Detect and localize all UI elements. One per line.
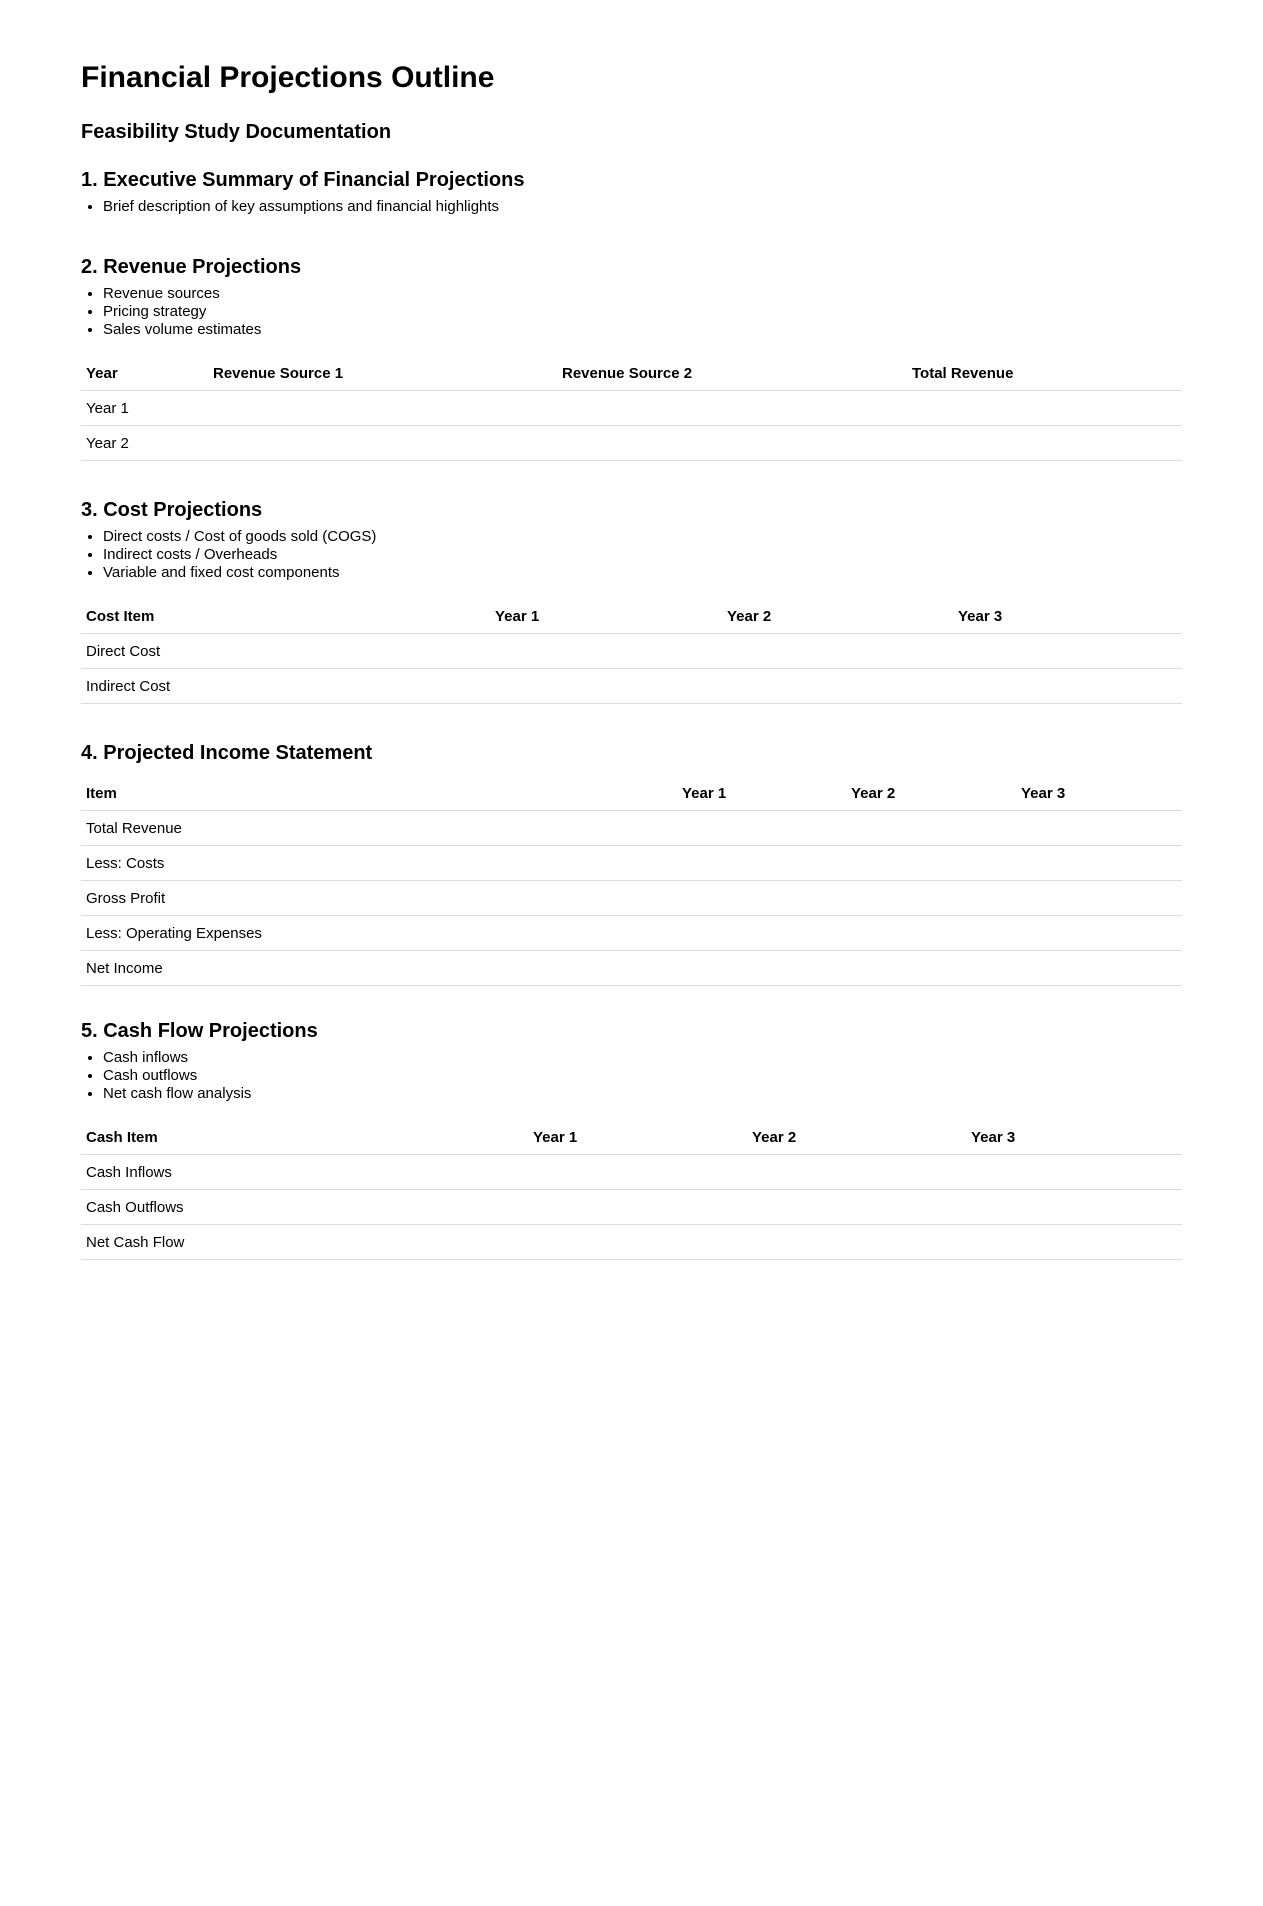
column-header: Total Revenue bbox=[907, 356, 1182, 391]
bullet-list bbox=[81, 528, 1182, 582]
table-cell bbox=[966, 1225, 1182, 1260]
table-cell bbox=[846, 916, 1016, 951]
table-cell bbox=[747, 1155, 966, 1190]
section-executive-summary bbox=[81, 168, 1182, 216]
table-row bbox=[81, 669, 1182, 704]
bullet-item: • Sales volume estimates bbox=[103, 321, 1182, 339]
column-header: Year 3 bbox=[966, 1120, 1182, 1155]
bullet-list bbox=[81, 198, 1182, 216]
table-cell bbox=[490, 669, 722, 704]
column-header: Year 3 bbox=[953, 599, 1182, 634]
section-heading: 4. Projected Income Statement bbox=[81, 742, 373, 764]
table-cell bbox=[677, 916, 846, 951]
table-row bbox=[81, 1225, 1182, 1260]
column-header: Year 1 bbox=[677, 776, 846, 811]
table-cell bbox=[953, 669, 1182, 704]
column-header: Year 2 bbox=[722, 599, 953, 634]
table-cell bbox=[1016, 846, 1182, 881]
table-cell: Less: Costs bbox=[81, 846, 677, 881]
page-subtitle: Feasibility Study Documentation bbox=[81, 121, 392, 143]
table-cell bbox=[722, 669, 953, 704]
table-cell bbox=[1016, 811, 1182, 846]
table-header-row bbox=[81, 356, 1182, 391]
column-header: Revenue Source 1 bbox=[208, 356, 557, 391]
table-cell bbox=[557, 426, 907, 461]
table-cell: Gross Profit bbox=[81, 881, 677, 916]
table-cell bbox=[966, 1190, 1182, 1225]
bullet-item: • Brief description of key assumptions and financial highlights bbox=[103, 198, 1182, 216]
column-header: Year 1 bbox=[528, 1120, 747, 1155]
column-header: Item bbox=[81, 776, 677, 811]
page-title: Financial Projections Outline bbox=[81, 61, 495, 94]
bullet-item: • Indirect costs / Overheads bbox=[103, 546, 1182, 564]
table-cell: Less: Operating Expenses bbox=[81, 916, 677, 951]
table-row bbox=[81, 811, 1182, 846]
table-cell bbox=[528, 1155, 747, 1190]
table-cell bbox=[208, 426, 557, 461]
cash-flow-table bbox=[81, 1120, 1182, 1260]
table-row bbox=[81, 426, 1182, 461]
table-cell: Cash Inflows bbox=[81, 1155, 528, 1190]
bullet-item: • Revenue sources bbox=[103, 285, 1182, 303]
section-revenue-projections bbox=[81, 255, 1182, 461]
table-row bbox=[81, 1155, 1182, 1190]
table-cell bbox=[907, 391, 1182, 426]
column-header: Year 3 bbox=[1016, 776, 1182, 811]
table-cell bbox=[846, 951, 1016, 986]
table-cell bbox=[677, 811, 846, 846]
table-cell bbox=[208, 391, 557, 426]
bullet-item: • Direct costs / Cost of goods sold (COGS) bbox=[103, 528, 1182, 546]
section-cash-flow-projections bbox=[81, 1019, 1182, 1260]
table-cell bbox=[1016, 951, 1182, 986]
column-header: Cash Item bbox=[81, 1120, 528, 1155]
table-row bbox=[81, 391, 1182, 426]
table-cell bbox=[846, 881, 1016, 916]
table-header-row bbox=[81, 1120, 1182, 1155]
section-cost-projections bbox=[81, 498, 1182, 704]
table-cell bbox=[846, 846, 1016, 881]
table-cell: Year 1 bbox=[81, 391, 208, 426]
table-header-row bbox=[81, 599, 1182, 634]
table-cell: Net Cash Flow bbox=[81, 1225, 528, 1260]
revenue-table bbox=[81, 356, 1182, 461]
bullet-list bbox=[81, 285, 1182, 339]
table-cell: Direct Cost bbox=[81, 634, 490, 669]
bullet-list bbox=[81, 1049, 1182, 1103]
section-heading: 5. Cash Flow Projections bbox=[81, 1020, 318, 1042]
bullet-item: • Pricing strategy bbox=[103, 303, 1182, 321]
table-row bbox=[81, 951, 1182, 986]
column-header: Year 1 bbox=[490, 599, 722, 634]
section-heading: 2. Revenue Projections bbox=[81, 256, 302, 278]
column-header: Cost Item bbox=[81, 599, 490, 634]
table-cell: Cash Outflows bbox=[81, 1190, 528, 1225]
income-statement-table bbox=[81, 776, 1182, 986]
table-cell bbox=[677, 846, 846, 881]
bullet-item: • Variable and fixed cost components bbox=[103, 564, 1182, 582]
section-heading: 3. Cost Projections bbox=[81, 499, 263, 521]
table-cell bbox=[747, 1225, 966, 1260]
table-row bbox=[81, 1190, 1182, 1225]
table-cell bbox=[722, 634, 953, 669]
column-header: Year 2 bbox=[747, 1120, 966, 1155]
table-row bbox=[81, 916, 1182, 951]
table-cell bbox=[528, 1225, 747, 1260]
table-row bbox=[81, 634, 1182, 669]
section-heading: 1. Executive Summary of Financial Projections bbox=[81, 169, 525, 191]
table-cell: Net Income bbox=[81, 951, 677, 986]
bullet-item: • Cash inflows bbox=[103, 1049, 1182, 1067]
column-header: Year bbox=[81, 356, 208, 391]
table-cell bbox=[677, 951, 846, 986]
cost-table bbox=[81, 599, 1182, 704]
table-cell: Indirect Cost bbox=[81, 669, 490, 704]
table-cell bbox=[490, 634, 722, 669]
table-cell bbox=[677, 881, 846, 916]
table-cell bbox=[557, 391, 907, 426]
table-cell: Year 2 bbox=[81, 426, 208, 461]
section-income-statement bbox=[81, 741, 1182, 986]
table-cell bbox=[907, 426, 1182, 461]
table-cell bbox=[953, 634, 1182, 669]
table-cell bbox=[966, 1155, 1182, 1190]
table-cell bbox=[846, 811, 1016, 846]
column-header: Revenue Source 2 bbox=[557, 356, 907, 391]
table-header-row bbox=[81, 776, 1182, 811]
column-header: Year 2 bbox=[846, 776, 1016, 811]
table-row bbox=[81, 881, 1182, 916]
bullet-item: • Net cash flow analysis bbox=[103, 1085, 1182, 1103]
table-cell bbox=[1016, 916, 1182, 951]
bullet-item: • Cash outflows bbox=[103, 1067, 1182, 1085]
table-row bbox=[81, 846, 1182, 881]
table-cell bbox=[747, 1190, 966, 1225]
table-cell bbox=[528, 1190, 747, 1225]
table-cell bbox=[1016, 881, 1182, 916]
table-cell: Total Revenue bbox=[81, 811, 677, 846]
